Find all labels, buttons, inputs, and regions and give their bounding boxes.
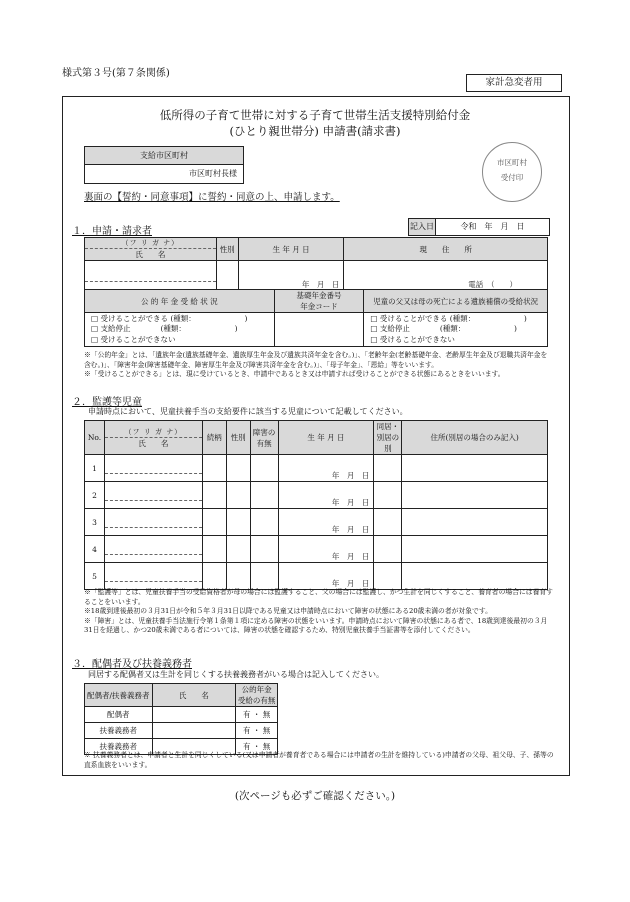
applicant-name-field[interactable]: [85, 261, 217, 291]
applicant-dob-header: 生 年 月 日: [238, 238, 344, 261]
child-separate-field[interactable]: [374, 563, 402, 590]
applicant-dob-field[interactable]: 年 月 日: [238, 261, 344, 291]
child-dob-field[interactable]: 年 月 日: [278, 536, 374, 563]
child-name-field[interactable]: [104, 536, 202, 563]
spouse-row-type: 扶養義務者: [85, 723, 153, 739]
pledge-statement: 裏面の【誓約・同意事項】に誓約・同意の上、申請します。: [84, 192, 340, 203]
form-number: 様式第３号(第７条関係): [62, 68, 170, 79]
spouse-row-type: 扶養義務者: [85, 739, 153, 755]
spouse-type-header: 配偶者/扶養義務者: [85, 684, 153, 707]
child-sex-field[interactable]: [226, 482, 250, 509]
table-row: [85, 707, 278, 723]
form-type-label: 家計急変者用: [466, 74, 562, 92]
child-sex-field[interactable]: [226, 536, 250, 563]
entry-date-box: [408, 218, 550, 236]
child-sex-field[interactable]: [226, 455, 250, 482]
applicant-phone-field[interactable]: 電話 （ ）: [344, 261, 548, 291]
child-disability-field[interactable]: [250, 536, 278, 563]
child-relation-field[interactable]: [202, 482, 226, 509]
pension-option-none[interactable]: □ 受けることができない: [91, 334, 176, 344]
table-row: [85, 536, 548, 563]
table-row: [85, 509, 548, 536]
section3-title: ３．配偶者及び扶養義務者: [72, 659, 192, 670]
table-row: [85, 723, 278, 739]
child-row-number: 4: [85, 536, 105, 563]
spouse-pension-header: [236, 684, 278, 707]
child-disability-field[interactable]: [250, 455, 278, 482]
children-separate-header: 同居・別居の別: [374, 421, 402, 455]
section2-notes: [84, 588, 554, 636]
applicant-furigana-header: （フ リ ガ ナ）: [85, 238, 216, 249]
section2-note-disability: ※「障害」とは、児童扶養手当法施行令第１条第１項に定める障害の状態をいいます。申請時点において障害の状態にある者で、18歳到達後最初の３月31日を経過し、かつ20歳未満である者については、障害の状態を確認するため、特別児童扶養手当証書等を添付してください。: [84, 616, 548, 634]
survivor-option-receivable[interactable]: □ 受けることができる (種類： ): [370, 313, 527, 323]
children-dob-header: 生 年 月 日: [278, 421, 374, 455]
section1-title: １．申請・請求者: [72, 226, 152, 237]
form-title-line1: 低所得の子育て世帯に対する子育て世帯生活支援特別給付金: [159, 108, 471, 122]
pension-code-header-1: 基礎年金番号: [296, 291, 342, 300]
children-table: [84, 420, 548, 590]
section1-notes: [84, 351, 554, 380]
child-dob-field[interactable]: 年 月 日: [278, 563, 374, 590]
children-furigana-header: （フ リ ガ ナ）: [105, 427, 202, 438]
municipality-addressee[interactable]: 市区町村長様: [189, 169, 237, 178]
child-disability-field[interactable]: [250, 563, 278, 590]
child-row-number: 2: [85, 482, 105, 509]
seal-line2: 受付印: [500, 173, 524, 182]
applicant-sex-field[interactable]: [216, 261, 238, 291]
applicant-sex-header: 性別: [216, 238, 238, 261]
table-row: [85, 455, 548, 482]
table-row: [85, 482, 548, 509]
child-name-field[interactable]: [104, 455, 202, 482]
child-relation-field[interactable]: [202, 536, 226, 563]
child-address-field[interactable]: [402, 563, 548, 590]
survivor-compensation-header: 児童の父又は母の死亡による遺族補償の受給状況: [364, 290, 548, 313]
pension-code-header: [274, 290, 364, 313]
next-page-notice: (次ページも必ずご確認ください。): [234, 790, 396, 802]
entry-date-label: 記入日: [409, 219, 436, 235]
survivor-option-suspended[interactable]: □ 支給停止 (種類： ): [370, 324, 517, 334]
applicant-name-header: [85, 238, 217, 261]
spouse-pension-header-2: 受給の有無: [237, 696, 276, 705]
child-separate-field[interactable]: [374, 536, 402, 563]
child-name-field[interactable]: [104, 482, 202, 509]
section2-note-custody: ※「監護等」とは、児童扶養手当の受給資格者が母の場合には監護すること、父の場合には監護し、かつ生計を同じくすること、養育者の場合には養育することをいいます。: [84, 588, 553, 606]
children-address-header: 住所(別居の場合のみ記入): [402, 421, 548, 455]
child-address-field[interactable]: [402, 482, 548, 509]
survivor-option-none[interactable]: □ 受けることができない: [370, 334, 455, 344]
spouse-name-field[interactable]: [152, 707, 236, 723]
applicant-table: [84, 237, 548, 291]
child-row-number: 1: [85, 455, 105, 482]
section1-note-pension: ※「公的年金」とは、「遺族年金(遺族基礎年金、遺族厚生年金及び遺族共済年金を含む。)」、「老齢年金(老齢基礎年金、老齢厚生年金及び退職共済年金を含む。)」、「障害年金(障害基礎年金、障害厚生年金及び障害共済年金を含む。)」、「母子年金」、「恩給」等をいいます。: [84, 351, 548, 369]
child-separate-field[interactable]: [374, 509, 402, 536]
entry-date-field[interactable]: 令和 年 月 日: [460, 222, 525, 231]
pension-table: [84, 289, 548, 347]
section3-intro: 同居する配偶者又は生計を同じくする扶養義務者がいる場合は記入してください。: [88, 670, 384, 679]
child-address-field[interactable]: [402, 536, 548, 563]
pension-option-receivable[interactable]: □ 受けることができる (種類： ): [91, 313, 248, 323]
child-separate-field[interactable]: [374, 482, 402, 509]
spouse-pension-field[interactable]: 有 ・ 無: [236, 707, 278, 723]
child-sex-field[interactable]: [226, 509, 250, 536]
section1-note-receivable: ※「受けることができる」とは、現に受けているとき、申請中であるとき又は申請すれば受けることができる状態にあるときをいいます。: [84, 370, 505, 378]
child-disability-field[interactable]: [250, 509, 278, 536]
child-relation-field[interactable]: [202, 455, 226, 482]
form-title-line2: (ひとり親世帯分) 申請書(請求書): [229, 124, 401, 138]
spouse-name-header: 氏 名: [152, 684, 236, 707]
pension-options: [85, 313, 275, 347]
section2-intro: 申請時点において、児童扶養手当の支給要件に該当する児童について記載してください。: [88, 407, 408, 416]
child-address-field[interactable]: [402, 509, 548, 536]
spouse-name-field[interactable]: [152, 723, 236, 739]
child-address-field[interactable]: [402, 455, 548, 482]
pension-code-field[interactable]: [274, 313, 364, 347]
spouse-row-type: 配偶者: [85, 707, 153, 723]
children-sex-header: 性別: [226, 421, 250, 455]
pension-option-suspended[interactable]: □ 支給停止 (種類： ): [91, 324, 238, 334]
seal-line1: 市区町村: [497, 158, 527, 167]
child-separate-field[interactable]: [374, 455, 402, 482]
child-sex-field[interactable]: [226, 563, 250, 590]
pension-status-header: 公 的 年 金 受 給 状 況: [85, 290, 275, 313]
spouse-pension-field[interactable]: 有 ・ 無: [236, 739, 278, 755]
section2-note-age: ※18歳到達後最初の３月31日が令和５年３月31日以降である児童又は申請時点において障害の状態にある20歳未満の者が対象です。: [84, 607, 492, 615]
municipality-label: 支給市区町村: [85, 147, 243, 165]
spouse-table: [84, 683, 278, 755]
section2-title: ２．監護等児童: [72, 397, 142, 408]
child-disability-field[interactable]: [250, 482, 278, 509]
children-disability-header: 障害の有無: [250, 421, 278, 455]
children-name-header: [104, 421, 202, 455]
reception-seal: [482, 142, 542, 202]
child-name-field[interactable]: [104, 563, 202, 590]
table-row: [85, 563, 548, 590]
applicant-name-header-text: 氏 名: [135, 250, 166, 259]
spouse-pension-field[interactable]: 有 ・ 無: [236, 723, 278, 739]
child-name-field[interactable]: [104, 509, 202, 536]
section3-note: ※ 扶養義務者とは、申請者と生計を同じくしている(又は申請者が養育者である場合には申請者の生計を維持している)申請者の父母、祖父母、子、孫等の直系血族をいいます。: [84, 751, 554, 769]
municipality-box: [84, 146, 244, 184]
child-dob-field[interactable]: 年 月 日: [278, 509, 374, 536]
survivor-options: [364, 313, 548, 347]
child-relation-field[interactable]: [202, 509, 226, 536]
children-no-header: No.: [85, 421, 105, 455]
children-name-header-text: 氏 名: [138, 438, 169, 448]
spouse-pension-header-1: 公的年金: [241, 685, 272, 694]
children-relation-header: 続柄: [202, 421, 226, 455]
applicant-address-header: 現 住 所: [344, 238, 548, 261]
child-relation-field[interactable]: [202, 563, 226, 590]
child-dob-field[interactable]: 年 月 日: [278, 482, 374, 509]
pension-code-header-2: 年金コード: [300, 302, 338, 311]
child-dob-field[interactable]: 年 月 日: [278, 455, 374, 482]
child-row-number: 3: [85, 509, 105, 536]
child-row-number: 5: [85, 563, 105, 590]
